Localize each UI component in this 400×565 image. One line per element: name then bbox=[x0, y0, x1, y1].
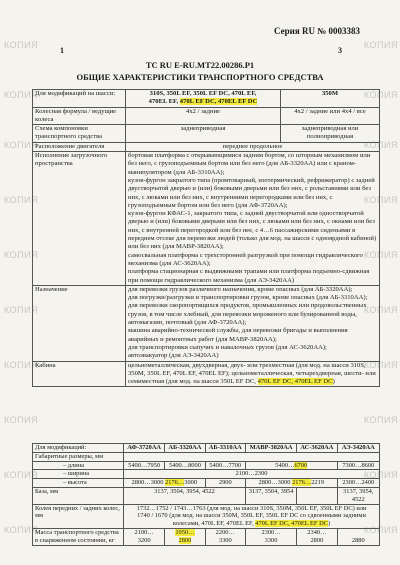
modification-350m: 350M bbox=[281, 90, 380, 108]
row-label: Схема компоновки транспортного средства bbox=[33, 125, 126, 143]
cabin-text: цельнометаллическая, двухдверная, двух- или трехместная (для мод. на шасси 310S, 350M, 350L EF, 470L EF, 470EL EF); цельнометаллическая, четырехдверная, шести- или семиместная (для мод. на шасси 350L EF DC, bbox=[128, 361, 376, 386]
row-value bbox=[297, 528, 337, 545]
watermark-left: КОПИЯ bbox=[4, 90, 39, 100]
highlighted-text: 470L EF DC, 470EL EF DC bbox=[257, 378, 333, 386]
row-label: Масса транспортного средства в снаряженном состоянии, кг bbox=[33, 528, 124, 545]
row-label: Расположение двигателя bbox=[33, 142, 126, 151]
row-label: Исполнение загрузочного пространства bbox=[33, 152, 126, 286]
row-value bbox=[124, 528, 165, 545]
row-value: 2100…2300 bbox=[124, 470, 380, 479]
paragraph: для перевозки грузов различного назначения, кроме опасных (для АБ-3320АА); bbox=[128, 285, 353, 293]
highlighted-text: 1950… bbox=[175, 528, 195, 536]
row-value: 5400…7700 bbox=[205, 461, 245, 470]
row-value bbox=[337, 528, 379, 545]
model-header: АЭ-3420АА bbox=[337, 444, 379, 453]
row-value: 5400…8000 bbox=[165, 461, 205, 470]
cabin-text-end: ) bbox=[332, 378, 335, 386]
table-row bbox=[33, 479, 380, 488]
row-label: Габаритные размеры, мм bbox=[33, 452, 124, 461]
row-value: 2900 bbox=[205, 479, 245, 488]
watermark-right: КОПИЯ bbox=[363, 470, 398, 480]
mass-value: 2300… bbox=[261, 528, 281, 536]
watermark-right: КОПИЯ bbox=[363, 90, 398, 100]
row-label: Кабина bbox=[33, 361, 126, 387]
row-label: – высота bbox=[33, 479, 124, 488]
watermark-right: КОПИЯ bbox=[363, 40, 398, 50]
watermark-left: КОПИЯ bbox=[4, 470, 39, 480]
mass-value: 2100… bbox=[134, 528, 154, 536]
highlighted-text: 470L EF DC, 470EL EF DC bbox=[179, 98, 258, 106]
row-label: Для модификаций на шасси: bbox=[33, 90, 126, 108]
row-label: Назначение bbox=[33, 285, 126, 361]
watermark-left: КОПИЯ bbox=[4, 250, 39, 260]
table-row bbox=[33, 452, 380, 461]
row-value bbox=[126, 285, 380, 361]
page-title: ОБЩИЕ ХАРАКТЕРИСТИКИ ТРАНСПОРТНОГО СРЕДСТВА bbox=[76, 72, 324, 82]
table-row bbox=[33, 444, 380, 453]
paragraph: кузов-фургон КФАС-1, закрытого типа, с задней двустворчатой или одностворчатой дверью и (или) боковыми дверьми или без них, с люками или без них, с окнами или без них, с внутренней перегородкой или без нее, с 4…6 пассажирскими сиденьями в переднем отсеке для перевозки людей (только для мод. на шасси с одноярдной кабиной) или без них (для МАВР-3820АА); bbox=[128, 210, 377, 251]
modifications-cell bbox=[126, 90, 281, 108]
watermark-right: КОПИЯ bbox=[363, 525, 398, 535]
table-row bbox=[33, 90, 380, 108]
mass-value: 2800 bbox=[310, 536, 324, 544]
row-label: Для модификаций: bbox=[33, 444, 124, 453]
watermark-right: КОПИЯ bbox=[363, 250, 398, 260]
table-row bbox=[33, 142, 380, 151]
row-value: 4x2 / задние или 4x4 / все bbox=[281, 107, 380, 125]
row-label: Колесная формула / ведущие колеса bbox=[33, 107, 126, 125]
watermark-right: КОПИЯ bbox=[363, 415, 398, 425]
paragraph: для транспортировки сыпучих и навалочных грузов (для АС-3620АА); bbox=[128, 343, 327, 351]
row-value: 2300…2400 bbox=[337, 479, 379, 488]
watermark-right: КОПИЯ bbox=[363, 360, 398, 370]
table-row bbox=[33, 504, 380, 528]
row-value: 3137, 3954, 4522 bbox=[337, 487, 379, 504]
row-label: Колея передних / задних колес, мм bbox=[33, 504, 124, 528]
height-value: 2800…3000 bbox=[131, 479, 164, 487]
watermark-left: КОПИЯ bbox=[4, 195, 39, 205]
paragraph: платформа стационарная с выдвижными трапами или платформа подъемно-сдвижная при помощи гидравлического механизма (для АЭ-3420АА) bbox=[128, 268, 370, 284]
table-row bbox=[33, 125, 380, 143]
serial-number: Серия RU № 0003383 bbox=[274, 26, 360, 36]
watermark-left: КОПИЯ bbox=[4, 140, 39, 150]
highlighted-text: 470L EF DC, 470EL EF DC bbox=[255, 520, 328, 528]
row-value bbox=[245, 461, 337, 470]
row-value bbox=[165, 528, 205, 545]
paragraph: кузов-фургон закрытого типа (промтоварный, изотермический, рефрижератор) с задней двустворчатой дверью и (или) боковыми дверьми или без них, с рольставнями или без них, с люками или без них, с внутренними перегородками или без них, с грузоподъемным бортом или без него (для АФ-3720АА); bbox=[128, 176, 375, 209]
track-text: 1740 / 1670 (для мод. на шасси 350M, 350L EF, 350L EF DC со сдвоенными задними колесами, 470L EF, 470EL EF, bbox=[137, 512, 366, 528]
table-row bbox=[33, 461, 380, 470]
paragraph: машина аварийно-технической службы, для перевозки бригады и выполнения аварийных и ремонтных работ (для МАВР-3820АА); bbox=[128, 327, 348, 343]
table-row bbox=[33, 107, 380, 125]
page-number-left: 1 bbox=[60, 46, 64, 55]
watermark-left: КОПИЯ bbox=[4, 360, 39, 370]
height-value: 2800…3000 bbox=[258, 479, 291, 487]
watermark-left: КОПИЯ bbox=[4, 305, 39, 315]
row-value: переднее продольное bbox=[126, 142, 380, 151]
document-id: ТС RU E-RU.MT22.00286.Р1 bbox=[145, 60, 255, 70]
model-header: АФ-3720АА bbox=[124, 444, 165, 453]
row-value bbox=[124, 479, 206, 488]
paragraph: для погрузки/разгрузки и транспортировки грузов, кроме опасных (для АБ-3310АА); bbox=[128, 294, 368, 302]
row-value bbox=[126, 152, 380, 286]
watermark-right: КОПИЯ bbox=[363, 305, 398, 315]
row-label: – длина bbox=[33, 461, 124, 470]
page-number-right: 3 bbox=[338, 46, 342, 55]
mass-value: 3300 bbox=[218, 536, 232, 544]
table-row bbox=[33, 487, 380, 504]
mass-value: 2340… bbox=[307, 528, 327, 536]
row-label: База, мм bbox=[33, 487, 124, 504]
row-value bbox=[124, 504, 380, 528]
row-value: 7300…8600 bbox=[337, 461, 379, 470]
row-value: 3137, 3504, 3954 bbox=[245, 487, 296, 504]
watermark-left: КОПИЯ bbox=[4, 525, 39, 535]
paragraph: бортовая платформа с открывающимися задним бортом, со шторным механизмом или без него, с грузоподъемным бортом или без него (для АБ-3320АА) или с краном-манипулятором (для АБ-3310АА); bbox=[128, 152, 371, 176]
height-value: 2219 bbox=[311, 479, 325, 487]
general-characteristics-table bbox=[32, 89, 380, 387]
specifications-table bbox=[32, 443, 380, 546]
height-value: 3000 bbox=[184, 479, 198, 487]
model-header: АБ-3310АА bbox=[205, 444, 245, 453]
mass-value: 3300 bbox=[264, 536, 278, 544]
watermark-left: КОПИЯ bbox=[4, 415, 39, 425]
highlighted-text: 2176… bbox=[165, 479, 185, 487]
paragraph: автоэвакуатор (для АЭ-3420АА) bbox=[128, 352, 219, 360]
table-row bbox=[33, 470, 380, 479]
mass-value: 2200… bbox=[215, 528, 235, 536]
watermark-right: КОПИЯ bbox=[363, 140, 398, 150]
table-row bbox=[33, 528, 380, 545]
row-value: 4x2 / задние bbox=[126, 107, 281, 125]
highlighted-text: 6700 bbox=[294, 461, 308, 469]
row-value: заднеприводная или полноприводная bbox=[281, 125, 380, 143]
model-header: АС-3620АА bbox=[297, 444, 337, 453]
watermark-right: КОПИЯ bbox=[363, 195, 398, 205]
row-value bbox=[126, 361, 380, 387]
length-value: 5400… bbox=[275, 461, 295, 469]
mass-value: 3200 bbox=[137, 536, 151, 544]
modifications-text: 470EL EF, bbox=[148, 98, 179, 106]
table-row bbox=[33, 152, 380, 286]
row-value bbox=[205, 528, 245, 545]
row-value: 3137, 3504, 3954, 4522 bbox=[124, 487, 246, 504]
highlighted-text: 2176… bbox=[292, 479, 312, 487]
track-text: 1732…1752 / 1743…1763 (для мод. на шасси 310S, 350M, 350L EF, 350L EF DC) или bbox=[136, 504, 367, 512]
row-label: – ширина bbox=[33, 470, 124, 479]
modifications-text: 310S, 350L EF, 350L EF DC, 470L EF, bbox=[149, 90, 257, 97]
row-value: 5400…7950 bbox=[124, 461, 165, 470]
highlighted-text: 2800 bbox=[178, 536, 192, 544]
watermark-left: КОПИЯ bbox=[4, 40, 39, 50]
table-row bbox=[33, 285, 380, 361]
model-header: МАВР-3820АА bbox=[245, 444, 296, 453]
table-row bbox=[33, 361, 380, 387]
paragraph: самосвальная платформа с трехсторонней разгрузкой при помощи гидравлического механизма (для АС-3620АА); bbox=[128, 251, 363, 267]
row-value: заднеприводная bbox=[126, 125, 281, 143]
model-header: АБ-3320АА bbox=[165, 444, 205, 453]
paragraph: для перевозки скоропортящихся продуктов, промышленных или продовольственных грузов, в том числе хлебный, для перевозки мороженого или булированной воды, автомагазин, почтовый (для АФ-3720АА); bbox=[128, 302, 367, 327]
track-text-end: ) bbox=[327, 520, 331, 528]
mass-value: 2880 bbox=[351, 536, 365, 544]
row-value bbox=[245, 479, 337, 488]
row-value bbox=[245, 528, 296, 545]
